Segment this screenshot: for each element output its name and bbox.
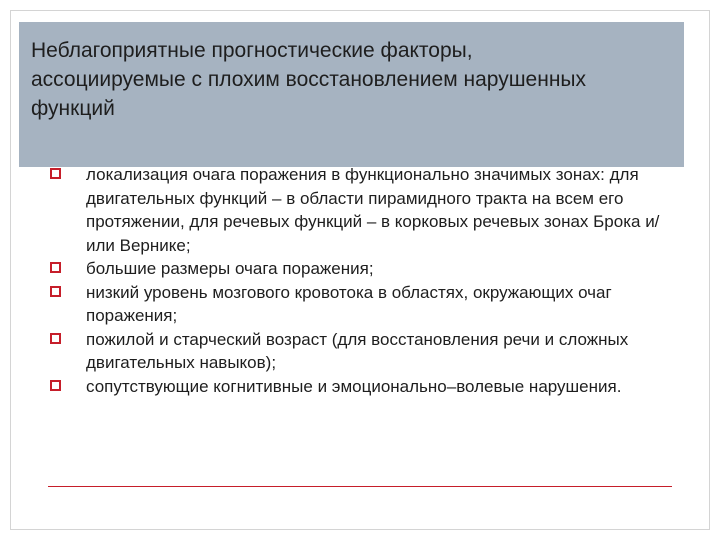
list-item bbox=[48, 375, 678, 399]
list-item bbox=[48, 163, 678, 257]
bullet-text: сопутствующие когнитивные и эмоционально–волевые нарушения. bbox=[86, 376, 622, 396]
bullet-text: большие размеры очага поражения; bbox=[86, 259, 374, 278]
hollow-square-icon bbox=[50, 286, 61, 297]
hollow-square-icon bbox=[50, 262, 61, 273]
hollow-square-icon bbox=[50, 168, 61, 179]
bullet-list bbox=[48, 163, 678, 398]
slide-title: Неблагоприятные прогностические факторы, ассоциируемые с плохим восстановлением нарушенных функций bbox=[31, 39, 587, 120]
list-item bbox=[48, 328, 678, 375]
bullet-text: низкий уровень мозгового кровотока в областях, окружающих очаг поражения; bbox=[86, 282, 612, 325]
title-bar bbox=[19, 22, 684, 167]
bullet-text: локализация очага поражения в функционально значимых зонах: для двигательных функций – в области пирамидного тракта на всем его протяжении, для речевых функций – в корковых речевых зонах Брока и/или Вернике; bbox=[86, 165, 660, 255]
hollow-square-icon bbox=[50, 333, 61, 344]
hollow-square-icon bbox=[50, 380, 61, 391]
list-item bbox=[48, 257, 678, 281]
list-item bbox=[48, 281, 678, 328]
bottom-divider bbox=[48, 486, 672, 487]
bullet-text: пожилой и старческий возраст (для восстановления речи и сложных двигательных навыков); bbox=[86, 329, 629, 372]
